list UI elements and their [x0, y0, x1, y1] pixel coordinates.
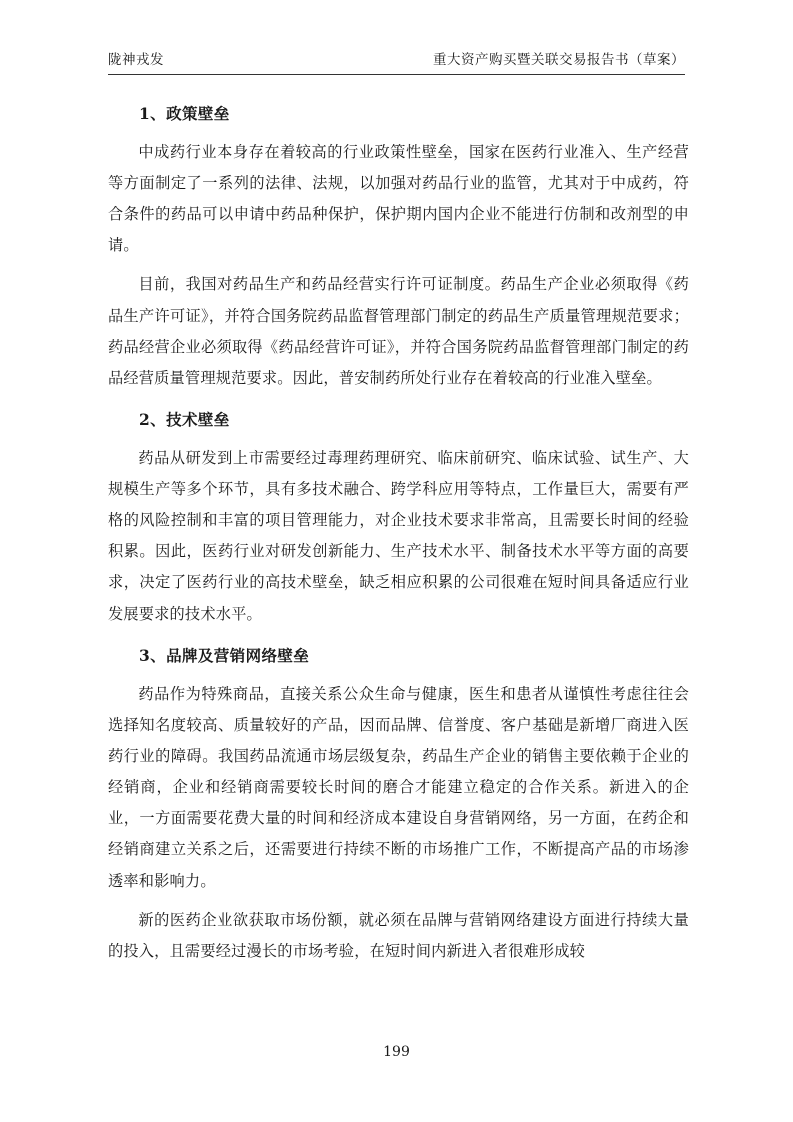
section-heading-technology-barrier: 2、技术壁垒 — [139, 410, 230, 430]
section-heading-policy-barrier: 1、政策壁垒 — [139, 104, 230, 123]
paragraph-brand-2: 新的医药企业欲获取市场份额，就必须在品牌与营销网络建设方面进行持续大量的投入，且需要经过漫长的市场考验，在短时间内新进入者很难形成较 — [108, 910, 689, 960]
paragraph-brand-1: 药品作为特殊商品，直接关系公众生命与健康，医生和患者从谨慎性考虑往往会选择知名度较高、质量较好的产品，因而品牌、信誉度、客户基础是新增厂商进入医药行业的障碍。我国药品流通市场层级复杂，药品生产企业的销售主要依赖于企业的经销商，企业和经销商需要较长时间的磨合才能建立稳定的合作关系。新进入的企业，一方面需要花费大量的时间和经济成本建设自身营销网络，另一方面，在药企和经销商建立关系之后，还需要进行持续不断的市场推广工作，不断提高产品的市场渗透率和影响力。 — [108, 684, 689, 890]
document-body — [108, 88, 689, 975]
section-heading-brand-marketing-barrier: 3、品牌及营销网络壁垒 — [139, 645, 310, 665]
paragraph-policy-1: 中成药行业本身存在着较高的行业政策性壁垒，国家在医药行业准入、生产经营等方面制定了一系列的法律、法规，以加强对药品行业的监管，尤其对于中成药，符合条件的药品可以申请中药品种保护，保护期内国内企业不能进行仿制和改剂型的申请。 — [108, 142, 689, 255]
page-number: 199 — [383, 1044, 410, 1060]
header-document-title: 重大资产购买暨关联交易报告书（草案） — [433, 52, 685, 68]
paragraph-policy-2: 目前，我国对药品生产和药品经营实行许可证制度。药品生产企业必须取得《药品生产许可证》，并符合国务院药品监督管理部门制定的药品生产质量管理规范要求；药品经营企业必须取得《药品经营许可证》，并符合国务院药品监督管理部门制定的药品经营质量管理规范要求。因此，普安制药所处行业存在着较高的行业准入壁垒。 — [108, 275, 689, 387]
paragraph-technology-1: 药品从研发到上市需要经过毒理药理研究、临床前研究、临床试验、试生产、大规模生产等多个环节，具有多技术融合、跨学科应用等特点，工作量巨大，需要有严格的风险控制和丰富的项目管理能力，对企业技术要求非常高，且需要长时间的经验积累。因此，医药行业对研发创新能力、生产技术水平、制备技术水平等方面的高要求，决定了医药行业的高技术壁垒，缺乏相应积累的公司很难在短时间具备适应行业发展要求的技术水平。 — [108, 448, 689, 623]
page-header — [108, 48, 685, 75]
header-company-name: 陇神戎发 — [108, 52, 164, 68]
